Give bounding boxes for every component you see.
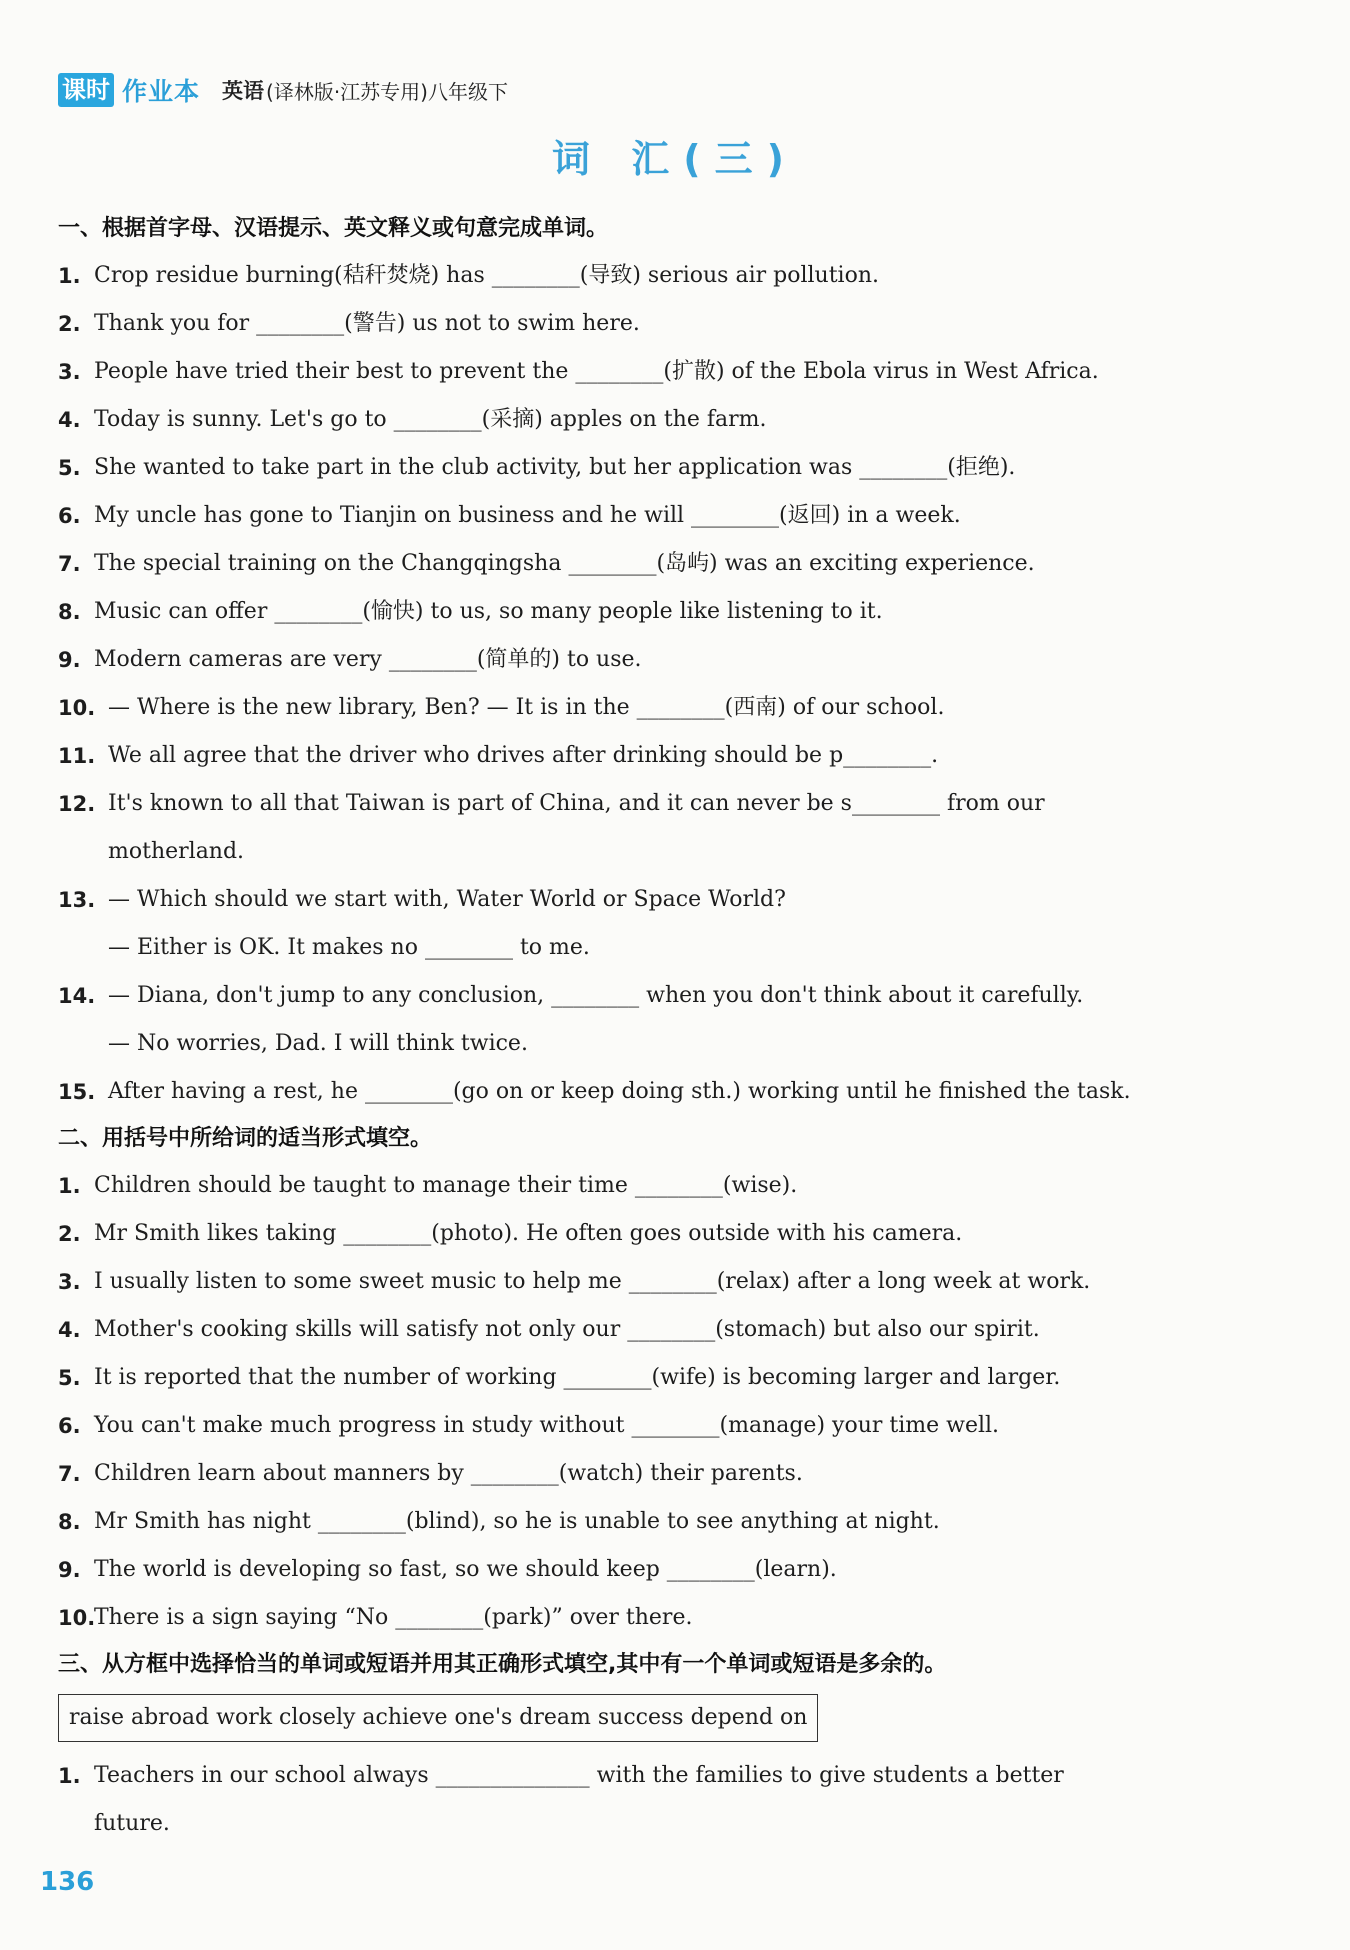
section-1-items <box>58 252 1248 1116</box>
question-text: She wanted to take part in the club activity, but her application was ________(拒绝). <box>94 455 1016 480</box>
page-title: 词 汇(三) <box>552 137 798 181</box>
question-number: 13. <box>58 888 96 912</box>
question-line <box>58 1354 1248 1402</box>
book-header <box>58 70 508 110</box>
question-text: Mr Smith likes taking ________(photo). He often goes outside with his camera. <box>94 1221 963 1246</box>
question-line <box>58 588 1248 636</box>
question-number: 5. <box>58 1366 81 1390</box>
question-line <box>58 1020 1248 1068</box>
question-text: Music can offer ________(愉快) to us, so many people like listening to it. <box>94 599 883 624</box>
question-text: People have tried their best to prevent the ________(扩散) of the Ebola virus in West Africa. <box>94 359 1099 384</box>
question-text: — No worries, Dad. I will think twice. <box>108 1031 528 1056</box>
question-text: — Diana, don't jump to any conclusion, ________ when you don't think about it carefully. <box>108 983 1084 1008</box>
page-number: 136 <box>40 1867 95 1897</box>
question-text: Mr Smith has night ________(blind), so he is unable to see anything at night. <box>94 1509 940 1534</box>
publisher-logo <box>58 72 200 108</box>
question-line <box>58 540 1248 588</box>
question-text: Teachers in our school always ______________ with the families to give students a better <box>94 1763 1064 1788</box>
question-number: 9. <box>58 648 81 672</box>
question-number <box>58 828 108 876</box>
question-number: 2. <box>58 1222 81 1246</box>
question-number: 4. <box>58 408 81 432</box>
question-text: I usually listen to some sweet music to help me ________(relax) after a long week at work. <box>94 1269 1091 1294</box>
question-number <box>58 924 108 972</box>
question-text: There is a sign saying “No ________(park)” over there. <box>94 1605 693 1630</box>
question-line <box>58 1402 1248 1450</box>
question-number: 12. <box>58 792 96 816</box>
question-text: It is reported that the number of working ________(wife) is becoming larger and larger. <box>94 1365 1061 1390</box>
question-text: Today is sunny. Let's go to ________(采摘) apples on the farm. <box>94 407 767 432</box>
question-line <box>58 732 1248 780</box>
question-text: Children should be taught to manage their time ________(wise). <box>94 1173 798 1198</box>
question-line <box>58 348 1248 396</box>
book-subject: 英语 <box>222 79 265 103</box>
question-line <box>58 1210 1248 1258</box>
question-line <box>58 876 1248 924</box>
question-line <box>58 396 1248 444</box>
question-line <box>58 1546 1248 1594</box>
question-text: Children learn about manners by ________(watch) their parents. <box>94 1461 803 1486</box>
question-number: 10. <box>58 1606 96 1630</box>
question-text: future. <box>94 1811 170 1836</box>
question-text: The world is developing so fast, so we should keep ________(learn). <box>94 1557 837 1582</box>
question-line <box>58 1800 1248 1848</box>
question-line <box>58 1258 1248 1306</box>
question-number: 2. <box>58 312 81 336</box>
question-text: It's known to all that Taiwan is part of China, and it can never be s________ from our <box>108 791 1045 816</box>
question-text: Thank you for ________(警告) us not to swim here. <box>94 311 640 336</box>
question-text: — Which should we start with, Water World or Space World? <box>108 887 786 912</box>
word-box: raise abroad work closely achieve one's dream success depend on <box>58 1694 818 1742</box>
question-number: 1. <box>58 264 81 288</box>
question-line <box>58 1498 1248 1546</box>
question-line <box>58 780 1248 828</box>
question-text: — Where is the new library, Ben? — It is in the ________(西南) of our school. <box>108 695 945 720</box>
question-number: 4. <box>58 1318 81 1342</box>
question-text: Modern cameras are very ________(简单的) to use. <box>94 647 642 672</box>
question-line <box>58 1162 1248 1210</box>
question-line <box>58 1594 1248 1642</box>
question-line <box>58 828 1248 876</box>
question-line <box>58 636 1248 684</box>
question-line <box>58 1450 1248 1498</box>
question-text: The special training on the Changqingsha ________(岛屿) was an exciting experience. <box>94 551 1035 576</box>
question-number: 11. <box>58 744 96 768</box>
question-number: 10. <box>58 696 96 720</box>
question-line <box>58 1752 1248 1800</box>
question-line <box>58 972 1248 1020</box>
question-text: Crop residue burning(秸秆焚烧) has ________(导致) serious air pollution. <box>94 263 879 288</box>
question-line <box>58 252 1248 300</box>
question-text: We all agree that the driver who drives after drinking should be p________. <box>108 743 939 768</box>
question-line <box>58 492 1248 540</box>
question-number: 1. <box>58 1764 81 1788</box>
question-text: — Either is OK. It makes no ________ to me. <box>108 935 590 960</box>
question-line <box>58 924 1248 972</box>
question-text: Mother's cooking skills will satisfy not only our ________(stomach) but also our spirit. <box>94 1317 1040 1342</box>
question-line <box>58 444 1248 492</box>
question-number: 7. <box>58 1462 81 1486</box>
question-number: 7. <box>58 552 81 576</box>
question-text: You can't make much progress in study without ________(manage) your time well. <box>94 1413 1000 1438</box>
question-number: 3. <box>58 360 81 384</box>
question-text: motherland. <box>108 839 245 864</box>
question-number: 3. <box>58 1270 81 1294</box>
section-2-items <box>58 1162 1248 1642</box>
question-line <box>58 300 1248 348</box>
question-line <box>58 684 1248 732</box>
question-number <box>58 1020 108 1068</box>
section-3-heading: 三、从方框中选择恰当的单词或短语并用其正确形式填空,其中有一个单词或短语是多余的。 <box>58 1652 947 1677</box>
question-number: 5. <box>58 456 81 480</box>
question-line <box>58 1068 1248 1116</box>
question-number: 6. <box>58 504 81 528</box>
logo-box-text: 课时 <box>58 73 114 107</box>
logo-text: 作业本 <box>122 77 201 106</box>
question-number <box>58 1800 94 1848</box>
question-number: 9. <box>58 1558 81 1582</box>
question-line <box>58 1306 1248 1354</box>
question-number: 8. <box>58 600 81 624</box>
question-number: 14. <box>58 984 96 1008</box>
book-edition: (译林版·江苏专用)八年级下 <box>266 79 508 104</box>
section-3-items <box>58 1752 1248 1848</box>
question-number: 1. <box>58 1174 81 1198</box>
section-2-heading: 二、用括号中所给词的适当形式填空。 <box>58 1126 433 1151</box>
question-text: My uncle has gone to Tianjin on business and he will ________(返回) in a week. <box>94 503 961 528</box>
question-text: After having a rest, he ________(go on or keep doing sth.) working until he finished the task. <box>108 1079 1131 1104</box>
question-number: 8. <box>58 1510 81 1534</box>
question-number: 15. <box>58 1080 96 1104</box>
question-number: 6. <box>58 1414 81 1438</box>
section-1-heading: 一、根据首字母、汉语提示、英文释义或句意完成单词。 <box>58 216 609 241</box>
worksheet-content <box>58 206 1248 1848</box>
